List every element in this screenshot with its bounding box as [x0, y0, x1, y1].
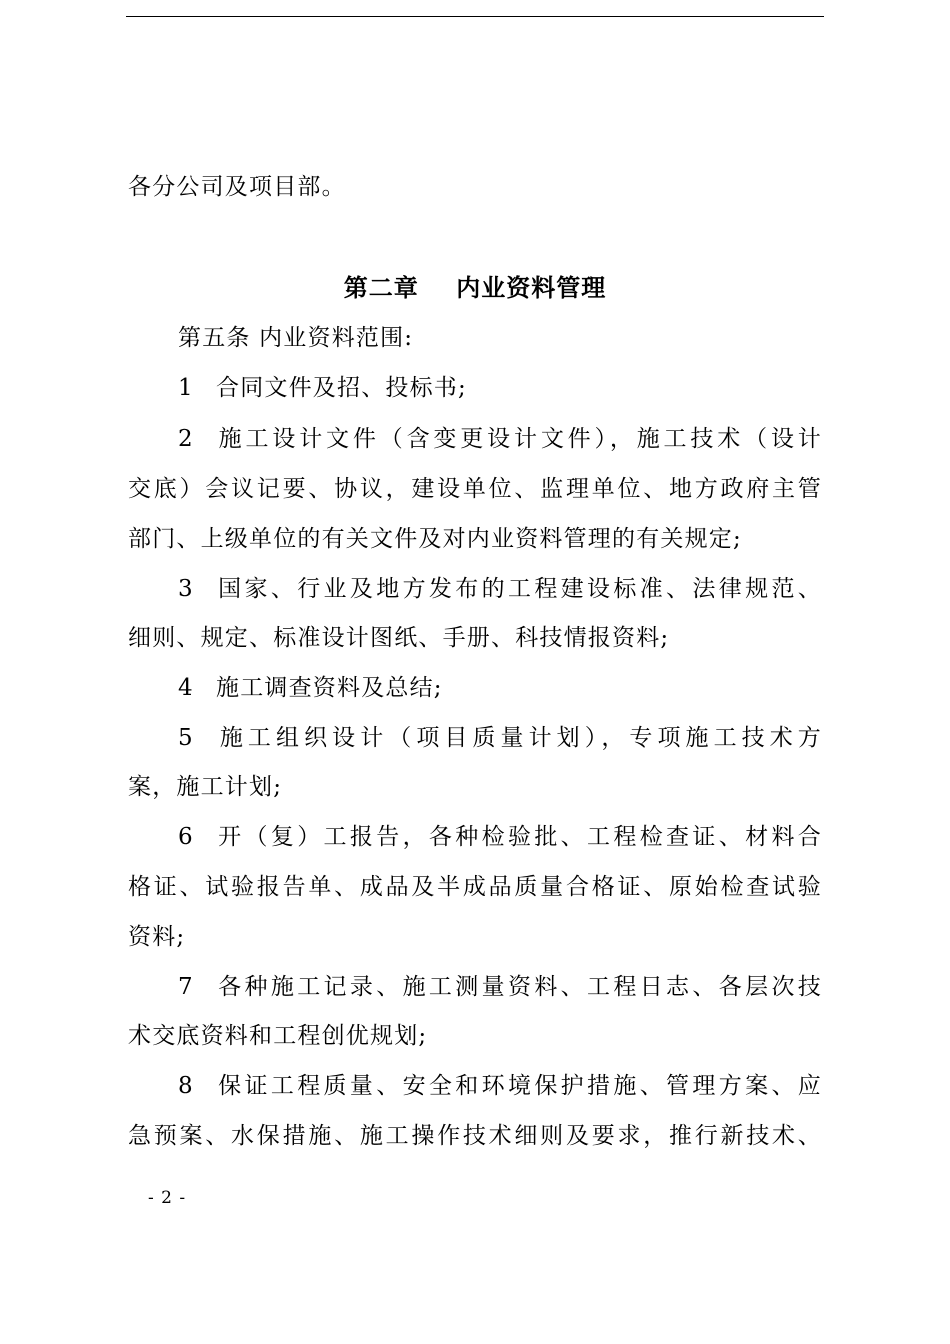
item-5-text: 施工组织设计（项目质量计划），专项施工技术方 — [216, 725, 822, 751]
item-2-line-3: 部门、上级单位的有关文件及对内业资料管理的有关规定; — [128, 526, 742, 552]
lead-line: 各分公司及项目部。 — [128, 174, 346, 200]
item-7-text: 各种施工记录、施工测量资料、工程日志、各层次技 — [216, 974, 822, 1000]
item-1-number: 1 — [178, 375, 194, 401]
item-5-line-2: 案，施工计划; — [128, 774, 283, 800]
item-8-line-2: 急预案、水保措施、施工操作技术细则及要求，推行新技术、 — [128, 1123, 822, 1149]
item-3-line-1 — [178, 574, 822, 604]
item-4-text: 施工调查资料及总结; — [216, 675, 443, 701]
item-8-number: 8 — [178, 1073, 194, 1099]
item-6-number: 6 — [178, 824, 194, 850]
item-8-text: 保证工程质量、安全和环境保护措施、管理方案、应 — [216, 1073, 822, 1099]
article-title: 第五条 内业资料范围: — [178, 325, 414, 351]
item-6-text: 开（复）工报告，各种检验批、工程检查证、材料合 — [216, 824, 822, 850]
header-rule — [126, 16, 824, 17]
item-2-line-1 — [178, 424, 822, 454]
item-5-line-1 — [178, 723, 822, 753]
item-1-text: 合同文件及招、投标书; — [216, 375, 467, 401]
item-6-line-3: 资料; — [128, 924, 186, 950]
item-6-line-1 — [178, 822, 822, 852]
item-4-line-1 — [178, 673, 822, 703]
item-7-number: 7 — [178, 974, 194, 1000]
item-2-number: 2 — [178, 426, 194, 452]
chapter-heading — [0, 272, 950, 304]
item-2-text: 施工设计文件（含变更设计文件），施工技术（设计 — [216, 426, 822, 452]
chapter-heading-text: 第二章 内业资料管理 — [343, 273, 607, 302]
item-6-line-2: 格证、试验报告单、成品及半成品质量合格证、原始检查试验 — [128, 874, 822, 900]
item-3-line-2: 细则、规定、标准设计图纸、手册、科技情报资料; — [128, 625, 670, 651]
item-1-line-1 — [178, 373, 822, 403]
item-8-line-1 — [178, 1071, 822, 1101]
item-5-number: 5 — [178, 725, 194, 751]
item-2-line-2: 交底）会议记要、协议，建设单位、监理单位、地方政府主管 — [128, 476, 822, 502]
item-4-number: 4 — [178, 675, 194, 701]
page-number: - 2 - — [148, 1188, 187, 1208]
item-7-line-2: 术交底资料和工程创优规划; — [128, 1023, 428, 1049]
item-3-number: 3 — [178, 576, 194, 602]
item-7-line-1 — [178, 972, 822, 1002]
item-3-text: 国家、行业及地方发布的工程建设标准、法律规范、 — [216, 576, 822, 602]
